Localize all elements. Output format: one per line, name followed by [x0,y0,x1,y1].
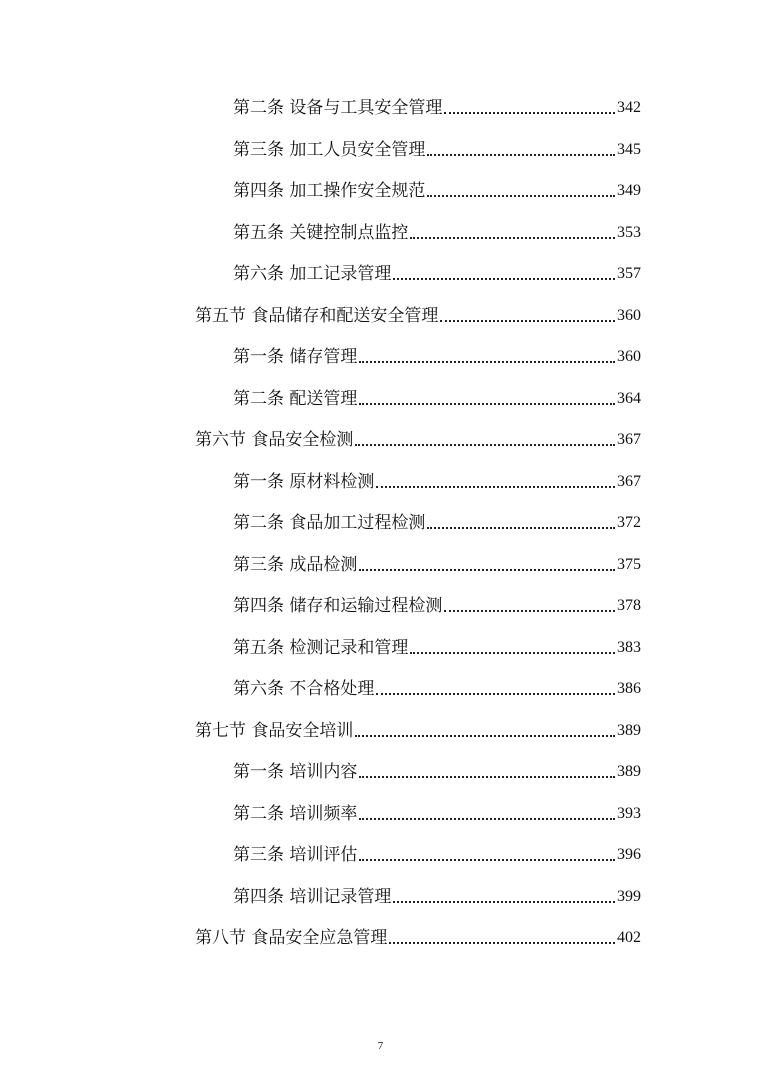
toc-entry-page: 389 [617,721,641,739]
toc-entry-page: 357 [617,265,641,282]
toc-article-entry[interactable] [233,379,641,409]
toc-article-entry[interactable] [233,462,641,492]
toc-entry-label: 第一条 原材料检测 [233,471,375,492]
toc-entry-page: 364 [617,389,641,407]
toc-section-entry[interactable] [195,711,641,741]
toc-entry-page: 393 [617,804,641,822]
toc-entry-page: 383 [617,638,641,656]
page-number: 7 [377,1040,384,1052]
toc-article-entry[interactable] [233,88,641,118]
toc-entry-page: 396 [617,846,641,863]
toc-article-entry[interactable] [233,545,641,575]
toc-entry-page: 389 [617,763,641,780]
toc-entry-page: 349 [617,182,641,199]
toc-entry-page: 402 [617,929,641,946]
toc-section-entry[interactable] [195,918,641,948]
toc-leader-dots [444,112,615,114]
toc-entry-label: 第三条 加工人员安全管理 [233,139,426,160]
toc-entry-label: 第五条 关键控制点监控 [233,222,409,243]
toc-entry-label: 第二条 配送管理 [233,388,358,409]
toc-entry-label: 第五节 食品储存和配送安全管理 [195,305,439,326]
toc-leader-dots [410,652,615,654]
toc-entry-page: 386 [617,680,641,697]
toc-entry-label: 第六条 加工记录管理 [233,264,392,284]
toc-entry-page: 372 [617,514,641,531]
toc-entry-label: 第三条 培训评估 [233,845,358,865]
toc-entry-page: 360 [617,348,641,365]
toc-article-entry[interactable] [233,171,641,201]
toc-article-entry[interactable] [233,213,641,243]
toc-entry-label: 第五条 检测记录和管理 [233,637,409,658]
toc-entry-label: 第四条 储存和运输过程检测 [233,596,443,616]
toc-section-entry[interactable] [195,296,641,326]
toc-leader-dots [359,776,615,778]
toc-entry-label: 第二条 设备与工具安全管理 [233,98,443,118]
toc-article-entry[interactable] [233,586,641,616]
toc-leader-dots [389,942,615,944]
toc-article-entry[interactable] [233,130,641,160]
toc-entry-label: 第七节 食品安全培训 [195,720,354,741]
toc-leader-dots [359,361,615,363]
toc-entry-label: 第四条 培训记录管理 [233,886,392,907]
toc-leader-dots [355,444,615,446]
toc-leader-dots [359,569,615,571]
toc-article-entry[interactable] [233,752,641,782]
toc-entry-label: 第一条 储存管理 [233,347,358,367]
toc-entry-label: 第二条 培训频率 [233,803,358,824]
toc-leader-dots [410,237,615,239]
toc-entry-page: 367 [617,431,641,448]
toc-article-entry[interactable] [233,503,641,533]
toc-entry-page: 360 [617,306,641,324]
toc-article-entry[interactable] [233,628,641,658]
toc-article-entry[interactable] [233,877,641,907]
toc-article-entry[interactable] [233,337,641,367]
toc-entry-label: 第三条 成品检测 [233,554,358,575]
toc-entry-page: 345 [617,140,641,158]
toc-entry-label: 第六节 食品安全检测 [195,430,354,450]
toc-leader-dots [427,154,615,156]
toc-article-entry[interactable] [233,835,641,865]
toc-leader-dots [444,610,615,612]
toc-entry-page: 342 [617,99,641,116]
toc-leader-dots [359,818,615,820]
toc-article-entry[interactable] [233,254,641,284]
toc-article-entry[interactable] [233,794,641,824]
toc-entry-label: 第四条 加工操作安全规范 [233,181,426,201]
toc-leader-dots [393,901,615,903]
toc-article-entry[interactable] [233,669,641,699]
toc-entry-page: 375 [617,555,641,573]
toc-leader-dots [393,278,615,280]
toc-leader-dots [427,195,615,197]
toc-leader-dots [376,486,615,488]
toc-entry-page: 399 [617,887,641,905]
toc-leader-dots [376,693,615,695]
toc-leader-dots [359,859,615,861]
toc-entry-page: 378 [617,597,641,614]
toc-leader-dots [440,320,615,322]
toc-leader-dots [355,735,615,737]
toc-entry-page: 353 [617,223,641,241]
toc-entry-label: 第二条 食品加工过程检测 [233,513,426,533]
toc-leader-dots [427,527,615,529]
toc-section-entry[interactable] [195,420,641,450]
toc-leader-dots [359,403,615,405]
toc-entry-label: 第一条 培训内容 [233,762,358,782]
toc-entry-page: 367 [617,472,641,490]
toc-entry-label: 第八节 食品安全应急管理 [195,928,388,948]
toc-entry-label: 第六条 不合格处理 [233,679,375,699]
